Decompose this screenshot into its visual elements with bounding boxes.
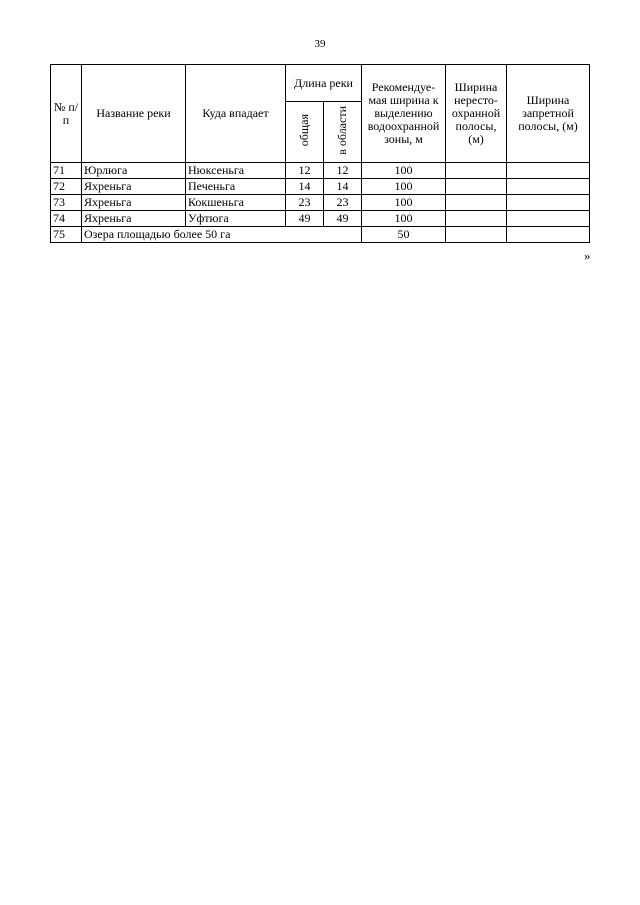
cell-length-region: 14	[324, 179, 362, 195]
cell-num: 72	[51, 179, 82, 195]
cell-flows-into: Печеньга	[186, 179, 286, 195]
header-name: Название реки	[82, 65, 186, 163]
cell-restricted-width	[507, 211, 590, 227]
cell-length-total: 12	[286, 163, 324, 179]
page-number: 39	[314, 38, 326, 50]
cell-length-region: 49	[324, 211, 362, 227]
cell-flows-into: Уфтюга	[186, 211, 286, 227]
cell-num: 71	[51, 163, 82, 179]
cell-lakes-description: Озера площадью более 50 га	[82, 227, 362, 243]
header-flows-into: Куда впадает	[186, 65, 286, 163]
cell-length-total: 23	[286, 195, 324, 211]
cell-recommended-width: 100	[362, 195, 446, 211]
header-length-group: Длина реки	[286, 65, 362, 102]
cell-recommended-width: 50	[362, 227, 446, 243]
cell-num: 73	[51, 195, 82, 211]
table-header-row	[51, 65, 590, 102]
header-length-total-label: общая	[297, 114, 311, 147]
cell-flows-into: Нюксеньга	[186, 163, 286, 179]
cell-length-total: 14	[286, 179, 324, 195]
cell-name: Яхреньга	[82, 179, 186, 195]
rivers-table	[50, 64, 590, 243]
header-recommended-width: Рекомендуе-мая ширина к выделению водоохранной зоны, м	[362, 65, 446, 163]
cell-flows-into: Кокшеньга	[186, 195, 286, 211]
cell-restricted-width	[507, 179, 590, 195]
header-length-total	[286, 102, 324, 163]
cell-num: 75	[51, 227, 82, 243]
cell-name: Юрлюга	[82, 163, 186, 179]
table-row	[51, 211, 590, 227]
cell-length-region: 12	[324, 163, 362, 179]
cell-restricted-width	[507, 163, 590, 179]
cell-recommended-width: 100	[362, 179, 446, 195]
cell-spawning-width	[446, 163, 507, 179]
cell-length-region: 23	[324, 195, 362, 211]
closing-quote-mark: »	[584, 248, 591, 263]
cell-restricted-width	[507, 195, 590, 211]
cell-num: 74	[51, 211, 82, 227]
cell-spawning-width	[446, 227, 507, 243]
header-length-region	[324, 102, 362, 163]
header-num: № п/п	[51, 65, 82, 163]
table-row-lakes	[51, 227, 590, 243]
cell-spawning-width	[446, 195, 507, 211]
cell-restricted-width	[507, 227, 590, 243]
header-spawning-width: Ширина нересто-охранной полосы, (м)	[446, 65, 507, 163]
table-row	[51, 195, 590, 211]
cell-length-total: 49	[286, 211, 324, 227]
cell-name: Яхреньга	[82, 195, 186, 211]
cell-recommended-width: 100	[362, 163, 446, 179]
header-length-region-label: в области	[335, 106, 349, 155]
cell-spawning-width	[446, 211, 507, 227]
cell-spawning-width	[446, 179, 507, 195]
table-row	[51, 163, 590, 179]
cell-recommended-width: 100	[362, 211, 446, 227]
header-restricted-width: Ширина запретной полосы, (м)	[507, 65, 590, 163]
table-row	[51, 179, 590, 195]
cell-name: Яхреньга	[82, 211, 186, 227]
